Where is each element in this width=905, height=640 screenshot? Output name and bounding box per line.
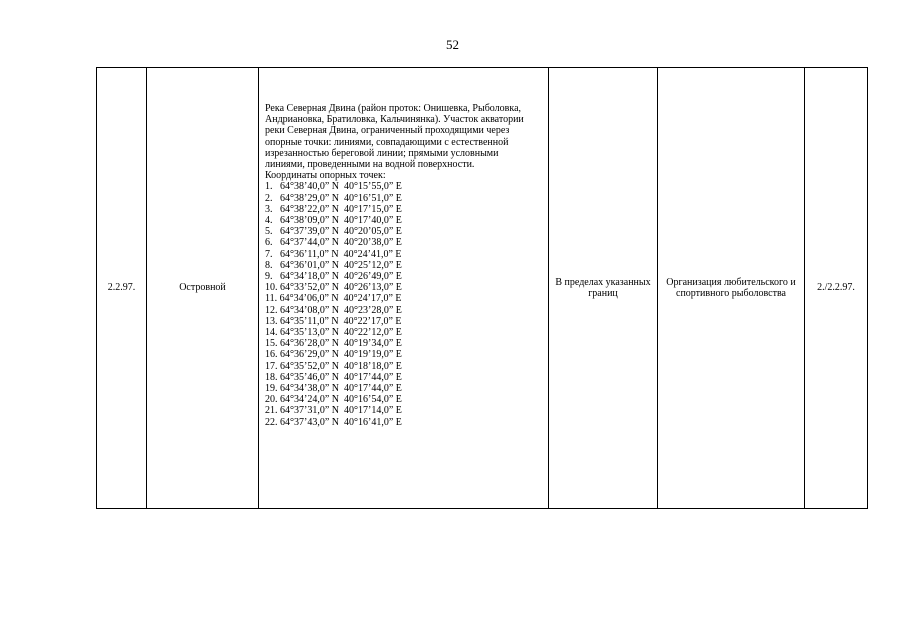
coordinate-point: 22. 64°37’43,0” N 40°16’41,0” E bbox=[265, 416, 402, 428]
coordinates-list bbox=[265, 181, 548, 427]
coordinate-point: 18. 64°35’46,0” N 40°17’44,0” E bbox=[265, 371, 402, 383]
coordinate-point: 10. 64°33’52,0” N 40°26’13,0” E bbox=[265, 282, 402, 294]
coordinate-point: 6. 64°37’44,0” N 40°20’38,0” E bbox=[265, 237, 402, 249]
coordinate-point: 5. 64°37’39,0” N 40°20’05,0” E bbox=[265, 226, 402, 238]
coordinate-point: 19. 64°34’38,0” N 40°17’44,0” E bbox=[265, 383, 402, 395]
area-description-text: Река Северная Двина (район проток: Онишевка, Рыболовка, Андриановка, Братиловка, Кальчинянка). Участок акватории реки Северная Двина, ограниченный проходящими через опорные точки: линиями, совпадающими с естественной изрезанностью береговой линии; прямыми условными линиями, проведенными на водной поверхности. bbox=[265, 103, 524, 171]
area-description-cell bbox=[259, 68, 549, 509]
coordinate-point: 16. 64°36’29,0” N 40°19’19,0” E bbox=[265, 349, 402, 361]
coordinate-point: 15. 64°36’28,0” N 40°19’34,0” E bbox=[265, 338, 402, 350]
coordinate-point: 8. 64°36’01,0” N 40°25’12,0” E bbox=[265, 259, 402, 271]
coordinate-point: 1. 64°38’40,0” N 40°15’55,0” E bbox=[265, 181, 402, 193]
coordinate-point: 14. 64°35’13,0” N 40°22’12,0” E bbox=[265, 327, 402, 339]
fishing-areas-table bbox=[96, 67, 868, 509]
coordinate-point: 9. 64°34’18,0” N 40°26’49,0” E bbox=[265, 271, 402, 283]
page-number: 52 bbox=[446, 37, 459, 52]
table-row bbox=[97, 68, 868, 509]
coordinate-point: 17. 64°35’52,0” N 40°18’18,0” E bbox=[265, 360, 402, 372]
area-name-cell: Островной bbox=[147, 68, 259, 509]
coordinate-point: 7. 64°36’11,0” N 40°24’41,0” E bbox=[265, 248, 402, 260]
bounds-cell: В пределах указанных границ bbox=[549, 68, 658, 509]
coordinate-point: 13. 64°35’11,0” N 40°22’17,0” E bbox=[265, 315, 402, 327]
coordinate-point: 3. 64°38’22,0” N 40°17’15,0” E bbox=[265, 203, 402, 215]
coordinate-point: 2. 64°38’29,0” N 40°16’51,0” E bbox=[265, 192, 402, 204]
coordinate-point: 20. 64°34’24,0” N 40°16’54,0” E bbox=[265, 394, 402, 406]
description-block bbox=[265, 68, 548, 428]
row-number-cell: 2.2.97. bbox=[97, 68, 147, 509]
coordinates-title: Координаты опорных точек: bbox=[265, 170, 386, 182]
code-cell: 2./2.2.97. bbox=[805, 68, 868, 509]
coordinate-point: 12. 64°34’08,0” N 40°23’28,0” E bbox=[265, 304, 402, 316]
coordinate-point: 11. 64°34’06,0” N 40°24’17,0” E bbox=[265, 293, 402, 305]
purpose-cell: Организация любительского и спортивного рыболовства bbox=[658, 68, 805, 509]
coordinate-point: 21. 64°37’31,0” N 40°17’14,0” E bbox=[265, 405, 402, 417]
coordinate-point: 4. 64°38’09,0” N 40°17’40,0” E bbox=[265, 215, 402, 227]
